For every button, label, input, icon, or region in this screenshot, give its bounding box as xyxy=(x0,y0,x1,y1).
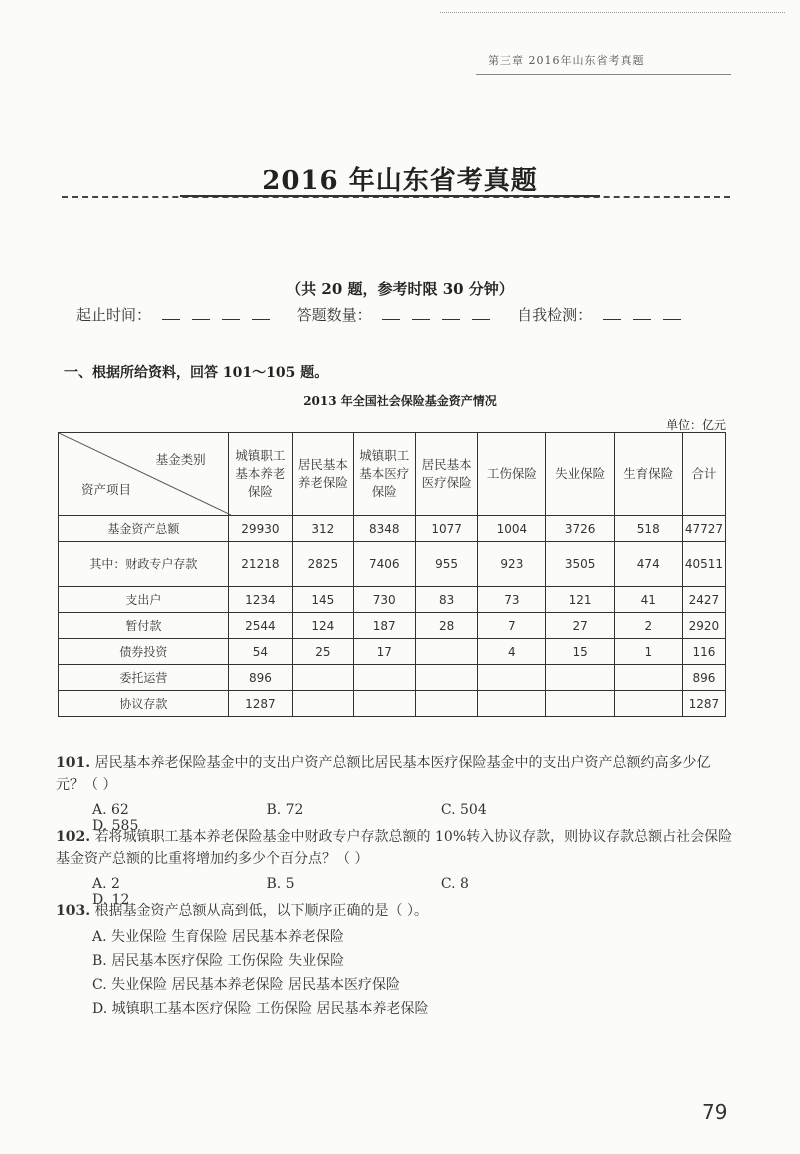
column-header: 合计 xyxy=(682,433,725,516)
table-cell xyxy=(614,665,682,691)
table-cell: 1287 xyxy=(682,691,725,717)
row-label: 协议存款 xyxy=(59,691,229,717)
timeline-count xyxy=(297,304,497,325)
column-header: 城镇职工基本养老保险 xyxy=(228,433,292,516)
table-cell: 54 xyxy=(228,639,292,665)
table-row xyxy=(59,639,726,665)
table-cell: 2427 xyxy=(682,587,725,613)
table-cell: 1287 xyxy=(228,691,292,717)
table-cell: 3505 xyxy=(546,542,614,587)
table-cell xyxy=(293,665,353,691)
table-cell xyxy=(546,691,614,717)
title-solid-rule xyxy=(180,195,600,197)
running-head-rule xyxy=(476,74,731,75)
table-cell: 2920 xyxy=(682,613,725,639)
table-unit: 单位：亿元 xyxy=(665,418,726,432)
table-cell xyxy=(546,665,614,691)
column-header: 城镇职工基本医疗保险 xyxy=(353,433,415,516)
row-label: 债券投资 xyxy=(59,639,229,665)
question-102 xyxy=(56,826,736,870)
row-label: 其中：财政专户存款 xyxy=(59,542,229,587)
table-cell xyxy=(478,665,546,691)
corner-bottom-label: 资产项目 xyxy=(81,482,132,497)
table-cell: 7 xyxy=(478,613,546,639)
question-text: 根据基金资产总额从高到低，以下顺序正确的是（ ）。 xyxy=(94,903,429,919)
timeline-count-label: 答题数量： xyxy=(296,306,372,324)
option-c[interactable]: C. 504 xyxy=(440,802,487,818)
table-cell: 145 xyxy=(293,587,353,613)
timeline-review xyxy=(517,304,687,325)
option-c[interactable]: C. 8 xyxy=(440,876,469,892)
option-d[interactable]: D. 585 xyxy=(92,818,139,834)
question-103 xyxy=(56,900,736,922)
table-cell: 730 xyxy=(353,587,415,613)
question-text: 若将城镇职工基本养老保险基金中财政专户存款总额的 10%转入协议存款，则协议存款总额占社会保险基金资产总额的比重将增加约多少个百分点？（ ） xyxy=(56,829,733,867)
timeline-review-label: 自我检测： xyxy=(517,306,593,324)
header-dotted-line xyxy=(440,12,785,13)
table-caption: 2013 年全国社会保险基金资产情况 xyxy=(303,394,497,408)
page-number: 79 xyxy=(702,1100,728,1124)
question-101 xyxy=(56,752,736,796)
timeline xyxy=(76,304,703,325)
table-cell: 518 xyxy=(614,516,682,542)
table-cell: 124 xyxy=(293,613,353,639)
option-a[interactable]: A. 失业保险 生育保险 居民基本养老保险 xyxy=(92,929,344,945)
column-header: 失业保险 xyxy=(546,433,614,516)
timeline-start-label: 起止时间： xyxy=(76,306,152,324)
table-cell xyxy=(614,691,682,717)
table-cell: 896 xyxy=(682,665,725,691)
option-d[interactable]: D. 城镇职工基本医疗保险 工伤保险 居民基本养老保险 xyxy=(92,1001,429,1017)
table-row xyxy=(59,542,726,587)
table-cell: 25 xyxy=(293,639,353,665)
corner-top-label: 基金类别 xyxy=(155,452,206,467)
row-label: 支出户 xyxy=(59,587,229,613)
table-cell: 21218 xyxy=(228,542,292,587)
option-b[interactable]: B. 居民基本医疗保险 工伤保险 失业保险 xyxy=(92,953,345,969)
table-cell: 27 xyxy=(546,613,614,639)
subtitle: （共 20 题，参考时限 30 分钟） xyxy=(286,280,514,298)
row-label: 基金资产总额 xyxy=(59,516,229,542)
table-cell: 116 xyxy=(682,639,725,665)
table-cell: 121 xyxy=(546,587,614,613)
table-cell: 923 xyxy=(478,542,546,587)
table-cell: 3726 xyxy=(546,516,614,542)
option-b[interactable]: B. 5 xyxy=(266,876,295,892)
table-cell: 1004 xyxy=(478,516,546,542)
table-cell: 40511 xyxy=(682,542,725,587)
table-cell: 955 xyxy=(415,542,477,587)
table-cell xyxy=(353,691,415,717)
table-row xyxy=(59,665,726,691)
table-cell: 1 xyxy=(614,639,682,665)
column-header: 居民基本养老保险 xyxy=(293,433,353,516)
table-cell: 7406 xyxy=(353,542,415,587)
table-cell xyxy=(478,691,546,717)
table-cell xyxy=(415,665,477,691)
table-cell: 474 xyxy=(614,542,682,587)
table-row xyxy=(59,587,726,613)
row-label: 委托运营 xyxy=(59,665,229,691)
table-cell: 15 xyxy=(546,639,614,665)
table-cell xyxy=(415,639,477,665)
question-text: 居民基本养老保险基金中的支出户资产总额比居民基本医疗保险基金中的支出户资产总额约高多少亿元？（ ） xyxy=(56,755,711,793)
table-cell: 1077 xyxy=(415,516,477,542)
table-cell: 29930 xyxy=(228,516,292,542)
table-corner-cell xyxy=(59,433,229,516)
table-cell: 73 xyxy=(478,587,546,613)
question-number: 101. xyxy=(56,755,91,771)
table-cell: 47727 xyxy=(682,516,725,542)
timeline-start xyxy=(76,304,276,325)
table-cell xyxy=(293,691,353,717)
section-heading: 一、根据所给资料，回答 101～105 题。 xyxy=(64,365,329,381)
table-cell: 2 xyxy=(614,613,682,639)
table-cell: 8348 xyxy=(353,516,415,542)
table-row xyxy=(59,516,726,542)
option-b[interactable]: B. 72 xyxy=(266,802,304,818)
table-header-row xyxy=(59,433,726,516)
table-cell: 41 xyxy=(614,587,682,613)
option-a[interactable]: A. 62 xyxy=(92,802,129,818)
option-a[interactable]: A. 2 xyxy=(92,876,120,892)
column-header: 生育保险 xyxy=(614,433,682,516)
table-cell: 2825 xyxy=(293,542,353,587)
table-row xyxy=(59,613,726,639)
row-label: 暂付款 xyxy=(59,613,229,639)
table-cell xyxy=(415,691,477,717)
question-number: 103. xyxy=(56,903,91,919)
column-header: 居民基本医疗保险 xyxy=(415,433,477,516)
question-number: 102. xyxy=(56,829,91,845)
corner-diagonal xyxy=(59,433,231,515)
table-cell xyxy=(353,665,415,691)
running-head: 第三章 2016年山东省考真题 xyxy=(488,54,645,67)
option-c[interactable]: C. 失业保险 居民基本养老保险 居民基本医疗保险 xyxy=(92,977,401,993)
table-cell: 1234 xyxy=(228,587,292,613)
column-header: 工伤保险 xyxy=(478,433,546,516)
table-cell: 2544 xyxy=(228,613,292,639)
table-cell: 4 xyxy=(478,639,546,665)
option-d[interactable]: D. 12 xyxy=(92,892,130,908)
data-table xyxy=(58,432,726,717)
page-title: 2016 年山东省考真题 xyxy=(262,166,538,196)
table-cell: 83 xyxy=(415,587,477,613)
table-cell: 896 xyxy=(228,665,292,691)
table-cell: 17 xyxy=(353,639,415,665)
table-cell: 187 xyxy=(353,613,415,639)
table-cell: 312 xyxy=(293,516,353,542)
table-cell: 28 xyxy=(415,613,477,639)
table-row xyxy=(59,691,726,717)
